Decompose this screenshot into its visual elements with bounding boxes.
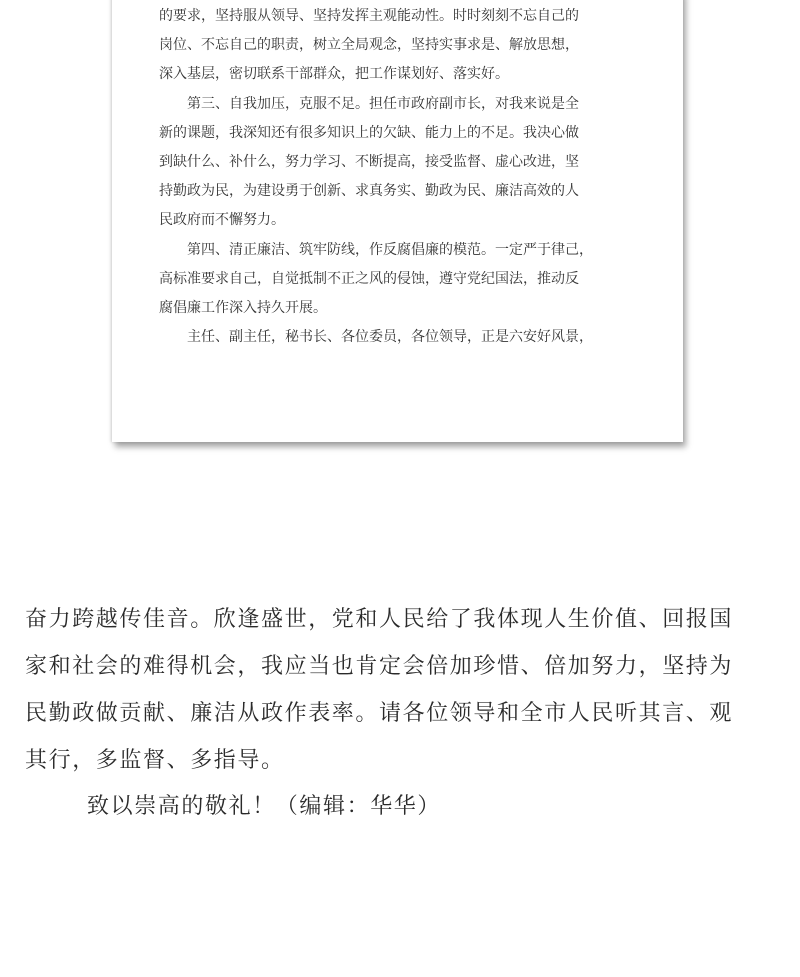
document-line: 的要求，坚持服从领导、坚持发挥主观能动性。时时刻刻不忘自己的: [159, 8, 579, 24]
article-text: [25, 596, 780, 830]
article-line: 其行，多监督、多指导。: [25, 748, 285, 773]
article-line: 奋力跨越传佳音。欣逢盛世，党和人民给了我体现人生价值、回报国: [25, 607, 734, 632]
document-line: 腐倡廉工作深入持久开展。: [159, 300, 327, 317]
article-line: 民勤政做贡献、廉洁从政作表率。请各位领导和全市人民听其言、观: [25, 701, 734, 726]
document-line: 到缺什么、补什么，努力学习、不断提高，接受监督、虚心改进，坚: [159, 154, 579, 171]
document-line: 第四、清正廉洁、筑牢防线，作反腐倡廉的模范。一定严于律己，: [159, 241, 593, 258]
document-line: 主任、副主任，秘书长、各位委员，各位领导，正是六安好风景，: [159, 329, 593, 346]
document-line: 新的课题，我深知还有很多知识上的欠缺、能力上的不足。我决心做: [159, 124, 579, 141]
document-page-body: [159, 2, 649, 352]
document-line: 高标准要求自己，自觉抵制不正之风的侵蚀，遵守党纪国法，推动反: [159, 270, 579, 287]
document-page-preview: [112, 0, 683, 442]
document-line: 持勤政为民，为建设勇于创新、求真务实、勤政为民、廉洁高效的人: [159, 183, 579, 200]
document-line: 第三、自我加压，克服不足。担任市政府副市长，对我来说是全: [159, 95, 579, 112]
document-line: 深入基层，密切联系干部群众，把工作谋划好、落实好。: [159, 66, 509, 83]
article-closing: 致以崇高的敬礼！（编辑：华华）: [87, 794, 442, 819]
article-line: 家和社会的难得机会，我应当也肯定会倍加珍惜、倍加努力，坚持为: [25, 654, 734, 679]
document-line: 民政府而不懈努力。: [159, 212, 285, 229]
document-line: 岗位、不忘自己的职责，树立全局观念，坚持实事求是、解放思想，: [159, 37, 579, 54]
